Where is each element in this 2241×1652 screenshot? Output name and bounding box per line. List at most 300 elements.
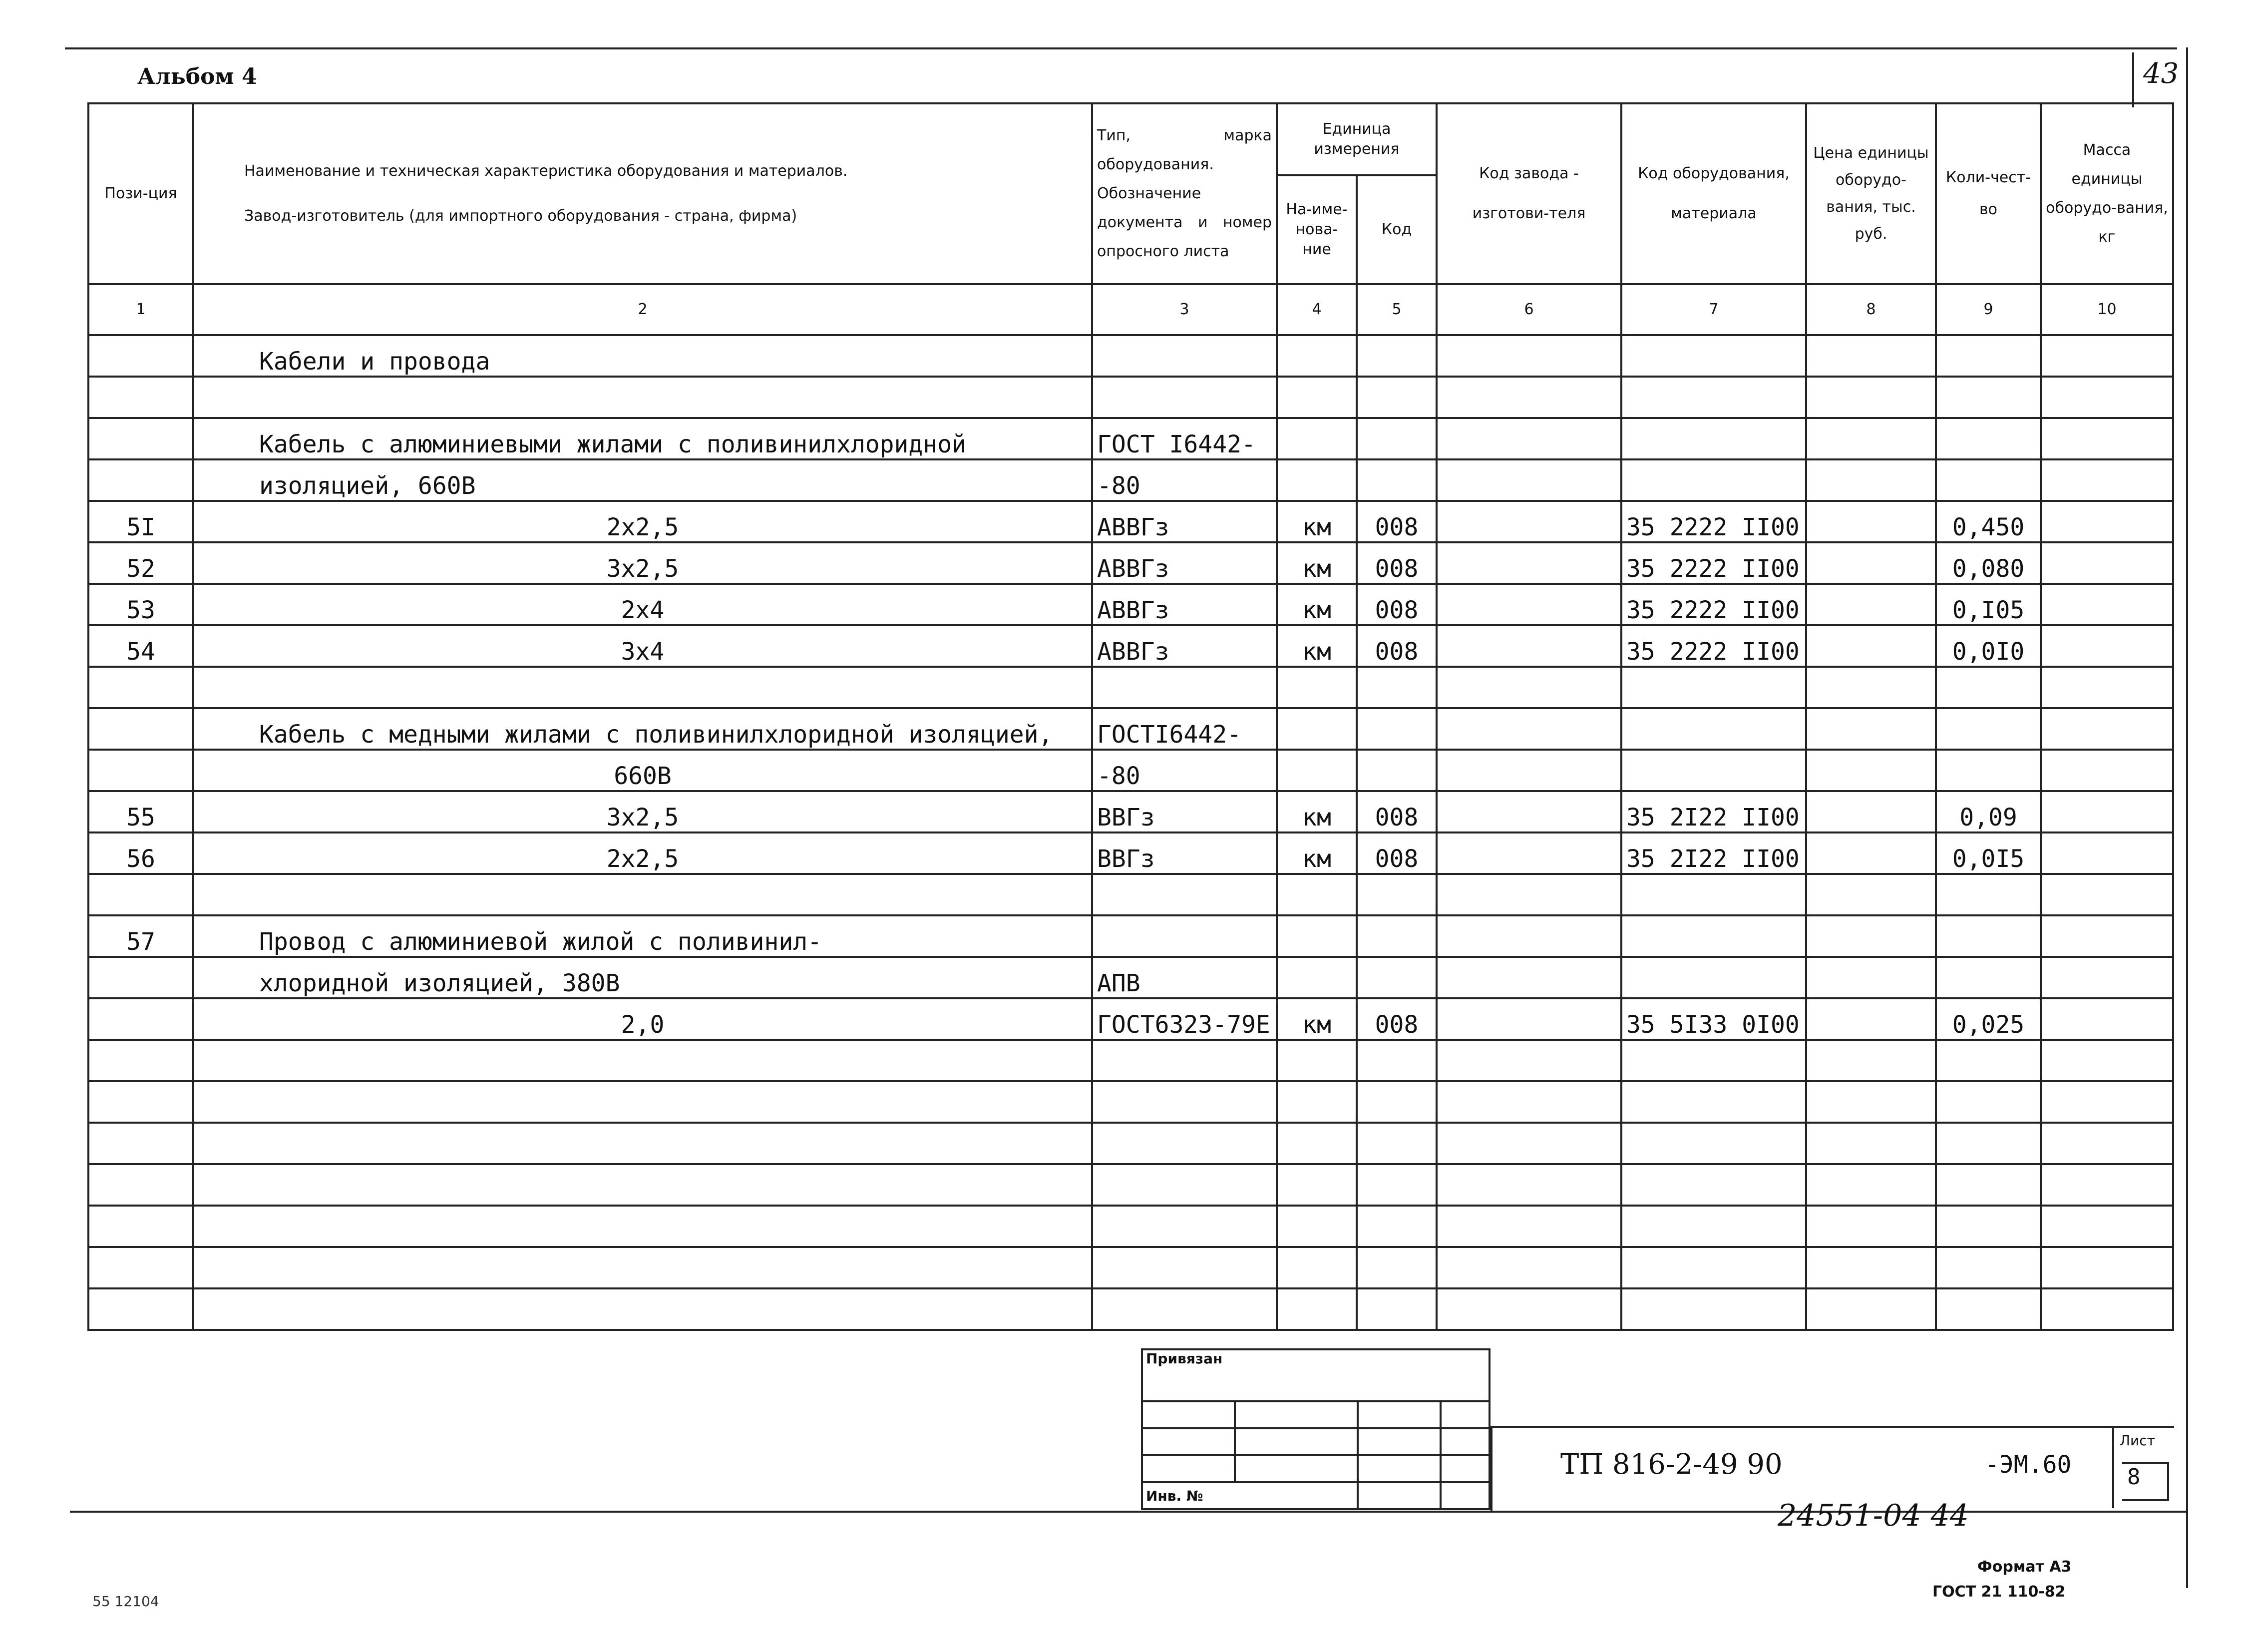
unit-name-cell bbox=[1277, 957, 1357, 998]
name-cell bbox=[193, 874, 1092, 915]
mass-cell bbox=[2041, 1288, 2173, 1330]
table-row bbox=[88, 750, 2173, 791]
position-cell bbox=[88, 1081, 193, 1123]
mass-cell bbox=[2041, 542, 2173, 584]
position-cell bbox=[88, 708, 193, 750]
price-cell bbox=[1806, 791, 1936, 832]
type-cell: -80 bbox=[1092, 459, 1277, 501]
type-cell bbox=[1092, 1123, 1277, 1164]
bottom-left-mark: 55 12104 bbox=[92, 1593, 159, 1610]
type-cell bbox=[1092, 1081, 1277, 1123]
quantity-cell: 0,080 bbox=[1936, 542, 2041, 584]
price-cell bbox=[1806, 1040, 1936, 1081]
mass-cell bbox=[2041, 584, 2173, 625]
factory-code-cell bbox=[1437, 915, 1621, 957]
header-factory-code: Код завода - изготови-теля bbox=[1437, 103, 1621, 284]
table-row bbox=[88, 1040, 2173, 1081]
album-label: Альбом 4 bbox=[137, 64, 257, 89]
name-cell: изоляцией, 660В bbox=[193, 459, 1092, 501]
unit-code-cell bbox=[1357, 1123, 1437, 1164]
factory-code-cell bbox=[1437, 1081, 1621, 1123]
mass-cell bbox=[2041, 377, 2173, 418]
type-cell bbox=[1092, 1247, 1277, 1288]
position-cell bbox=[88, 1123, 193, 1164]
column-number: 8 bbox=[1806, 284, 1936, 335]
type-cell: АВВГз bbox=[1092, 501, 1277, 542]
column-number: 4 bbox=[1277, 284, 1357, 335]
price-cell bbox=[1806, 1206, 1936, 1247]
equipment-code-cell bbox=[1621, 335, 1806, 377]
unit-code-cell bbox=[1357, 667, 1437, 708]
unit-name-cell bbox=[1277, 708, 1357, 750]
table-row bbox=[88, 998, 2173, 1040]
price-cell bbox=[1806, 708, 1936, 750]
price-cell bbox=[1806, 667, 1936, 708]
unit-name-cell: км bbox=[1277, 791, 1357, 832]
unit-code-cell bbox=[1357, 1206, 1437, 1247]
equipment-code-cell bbox=[1621, 377, 1806, 418]
quantity-cell bbox=[1936, 1247, 2041, 1288]
equipment-code-cell bbox=[1621, 750, 1806, 791]
equipment-code-cell bbox=[1621, 915, 1806, 957]
price-cell bbox=[1806, 1247, 1936, 1288]
price-cell bbox=[1806, 1123, 1936, 1164]
position-cell: 53 bbox=[88, 584, 193, 625]
type-cell: -80 bbox=[1092, 750, 1277, 791]
equipment-code-cell bbox=[1621, 957, 1806, 998]
document-code: ТП 816-2-49 90 bbox=[1560, 1448, 1783, 1481]
unit-code-cell bbox=[1357, 1247, 1437, 1288]
position-cell bbox=[88, 1164, 193, 1206]
table-row bbox=[88, 915, 2173, 957]
price-cell bbox=[1806, 542, 1936, 584]
mass-cell bbox=[2041, 1247, 2173, 1288]
equipment-code-cell bbox=[1621, 1247, 1806, 1288]
position-cell bbox=[88, 335, 193, 377]
price-cell bbox=[1806, 335, 1936, 377]
mass-cell bbox=[2041, 418, 2173, 459]
header-name-line2: Завод-изготовитель (для импортного оборудования - страна, фирма) bbox=[244, 207, 797, 225]
price-cell bbox=[1806, 625, 1936, 667]
type-cell: ВВГз bbox=[1092, 832, 1277, 874]
position-cell: 57 bbox=[88, 915, 193, 957]
equipment-code-cell bbox=[1621, 1081, 1806, 1123]
mass-cell bbox=[2041, 750, 2173, 791]
mass-cell bbox=[2041, 874, 2173, 915]
type-cell: ГОСТI6442- bbox=[1092, 708, 1277, 750]
type-cell: АПВ bbox=[1092, 957, 1277, 998]
mass-cell bbox=[2041, 1164, 2173, 1206]
equipment-code-cell bbox=[1621, 1288, 1806, 1330]
quantity-cell bbox=[1936, 957, 2041, 998]
mass-cell bbox=[2041, 1206, 2173, 1247]
factory-code-cell bbox=[1437, 750, 1621, 791]
mass-cell bbox=[2041, 625, 2173, 667]
column-number: 1 bbox=[88, 284, 193, 335]
type-cell: АВВГз bbox=[1092, 584, 1277, 625]
column-number: 2 bbox=[193, 284, 1092, 335]
factory-code-cell bbox=[1437, 1206, 1621, 1247]
equipment-code-cell bbox=[1621, 1123, 1806, 1164]
unit-code-cell bbox=[1357, 915, 1437, 957]
quantity-cell bbox=[1936, 459, 2041, 501]
factory-code-cell bbox=[1437, 998, 1621, 1040]
quantity-cell bbox=[1936, 1081, 2041, 1123]
unit-name-cell bbox=[1277, 459, 1357, 501]
factory-code-cell bbox=[1437, 1040, 1621, 1081]
factory-code-cell bbox=[1437, 667, 1621, 708]
factory-code-cell bbox=[1437, 1288, 1621, 1330]
unit-name-cell: км bbox=[1277, 501, 1357, 542]
mass-cell bbox=[2041, 832, 2173, 874]
frame-right-line bbox=[2186, 47, 2188, 1588]
unit-code-cell: 008 bbox=[1357, 998, 1437, 1040]
name-cell: 3х4 bbox=[193, 625, 1092, 667]
price-cell bbox=[1806, 1288, 1936, 1330]
equipment-code-cell: 35 2222 II00 bbox=[1621, 542, 1806, 584]
equipment-code-cell bbox=[1621, 874, 1806, 915]
header-unit-name: На-име-нова-ние bbox=[1277, 175, 1357, 284]
factory-code-cell bbox=[1437, 335, 1621, 377]
approval-stamp bbox=[1141, 1348, 1491, 1511]
type-cell bbox=[1092, 335, 1277, 377]
handwritten-number: 24551-04 44 bbox=[1778, 1498, 1969, 1533]
name-cell: 3х2,5 bbox=[193, 791, 1092, 832]
name-cell bbox=[193, 1288, 1092, 1330]
name-cell: Кабели и провода bbox=[193, 335, 1092, 377]
price-cell bbox=[1806, 915, 1936, 957]
unit-name-cell bbox=[1277, 1247, 1357, 1288]
equipment-code-cell bbox=[1621, 1040, 1806, 1081]
quantity-cell bbox=[1936, 418, 2041, 459]
unit-code-cell bbox=[1357, 708, 1437, 750]
sheet-label: Лист bbox=[2120, 1432, 2155, 1449]
price-cell bbox=[1806, 377, 1936, 418]
mass-cell bbox=[2041, 667, 2173, 708]
unit-code-cell: 008 bbox=[1357, 584, 1437, 625]
header-position: Пози-ция bbox=[88, 103, 193, 284]
table-row bbox=[88, 584, 2173, 625]
type-cell: ГОСТ6323-79Е bbox=[1092, 998, 1277, 1040]
type-cell bbox=[1092, 1206, 1277, 1247]
stamp-attached-label: Привязан bbox=[1142, 1349, 1490, 1401]
header-name bbox=[193, 103, 1092, 284]
unit-name-cell: км bbox=[1277, 584, 1357, 625]
equipment-code-cell bbox=[1621, 708, 1806, 750]
factory-code-cell bbox=[1437, 1164, 1621, 1206]
unit-code-cell bbox=[1357, 1081, 1437, 1123]
header-unit-group: Единица измерения bbox=[1277, 103, 1437, 175]
page-corner bbox=[2132, 52, 2188, 107]
unit-code-cell: 008 bbox=[1357, 542, 1437, 584]
factory-code-cell bbox=[1437, 832, 1621, 874]
name-cell: 2,0 bbox=[193, 998, 1092, 1040]
table-row bbox=[88, 377, 2173, 418]
header-mass: Масса единицы оборудо-вания, кг bbox=[2041, 103, 2173, 284]
gost-label: ГОСТ 21 110-82 bbox=[1932, 1583, 2066, 1601]
stamp-inventory-label: Инв. № bbox=[1142, 1482, 1358, 1509]
type-cell bbox=[1092, 915, 1277, 957]
table-row bbox=[88, 667, 2173, 708]
unit-name-cell bbox=[1277, 1081, 1357, 1123]
factory-code-cell bbox=[1437, 418, 1621, 459]
position-cell: 56 bbox=[88, 832, 193, 874]
price-cell bbox=[1806, 501, 1936, 542]
table-row bbox=[88, 335, 2173, 377]
factory-code-cell bbox=[1437, 459, 1621, 501]
table-row bbox=[88, 874, 2173, 915]
factory-code-cell bbox=[1437, 1247, 1621, 1288]
quantity-cell bbox=[1936, 377, 2041, 418]
quantity-cell bbox=[1936, 915, 2041, 957]
quantity-cell bbox=[1936, 750, 2041, 791]
equipment-code-cell: 35 2I22 II00 bbox=[1621, 791, 1806, 832]
equipment-code-cell: 35 2222 II00 bbox=[1621, 501, 1806, 542]
quantity-cell bbox=[1936, 1123, 2041, 1164]
factory-code-cell bbox=[1437, 584, 1621, 625]
position-cell: 52 bbox=[88, 542, 193, 584]
position-cell: 55 bbox=[88, 791, 193, 832]
mass-cell bbox=[2041, 998, 2173, 1040]
position-cell bbox=[88, 957, 193, 998]
table-row bbox=[88, 1123, 2173, 1164]
mass-cell bbox=[2041, 957, 2173, 998]
name-cell: 3х2,5 bbox=[193, 542, 1092, 584]
unit-name-cell: км bbox=[1277, 832, 1357, 874]
name-cell: Кабель с алюминиевыми жилами с поливинилхлоридной bbox=[193, 418, 1092, 459]
quantity-cell: 0,0I5 bbox=[1936, 832, 2041, 874]
unit-code-cell: 008 bbox=[1357, 625, 1437, 667]
unit-name-cell bbox=[1277, 1164, 1357, 1206]
sheet-code: -ЭМ.60 bbox=[1985, 1451, 2072, 1479]
position-cell bbox=[88, 667, 193, 708]
quantity-cell bbox=[1936, 667, 2041, 708]
table-row bbox=[88, 1206, 2173, 1247]
type-cell: ВВГз bbox=[1092, 791, 1277, 832]
table-row bbox=[88, 957, 2173, 998]
equipment-code-cell bbox=[1621, 1164, 1806, 1206]
table-row bbox=[88, 791, 2173, 832]
name-cell: 2х4 bbox=[193, 584, 1092, 625]
unit-name-cell bbox=[1277, 1206, 1357, 1247]
unit-name-cell: км bbox=[1277, 998, 1357, 1040]
name-cell bbox=[193, 667, 1092, 708]
price-cell bbox=[1806, 1081, 1936, 1123]
header-unit-code: Код bbox=[1357, 175, 1437, 284]
header-name-line1: Наименование и техническая характеристика оборудования и материалов. bbox=[244, 162, 848, 180]
unit-name-cell bbox=[1277, 418, 1357, 459]
quantity-cell bbox=[1936, 708, 2041, 750]
sheet-number: 8 bbox=[2122, 1462, 2169, 1501]
table-row bbox=[88, 459, 2173, 501]
factory-code-cell bbox=[1437, 708, 1621, 750]
header-price: Цена единицы оборудо-вания, тыс. руб. bbox=[1806, 103, 1936, 284]
header-quantity: Коли-чест-во bbox=[1936, 103, 2041, 284]
name-cell bbox=[193, 1081, 1092, 1123]
unit-name-cell bbox=[1277, 1288, 1357, 1330]
price-cell bbox=[1806, 874, 1936, 915]
price-cell bbox=[1806, 957, 1936, 998]
name-cell: 2х2,5 bbox=[193, 501, 1092, 542]
unit-name-cell bbox=[1277, 667, 1357, 708]
unit-code-cell bbox=[1357, 1164, 1437, 1206]
position-cell bbox=[88, 874, 193, 915]
type-cell bbox=[1092, 1288, 1277, 1330]
name-cell bbox=[193, 1206, 1092, 1247]
position-cell bbox=[88, 1206, 193, 1247]
factory-code-cell bbox=[1437, 1123, 1621, 1164]
quantity-cell: 0,025 bbox=[1936, 998, 2041, 1040]
quantity-cell: 0,09 bbox=[1936, 791, 2041, 832]
unit-code-cell bbox=[1357, 418, 1437, 459]
mass-cell bbox=[2041, 1081, 2173, 1123]
quantity-cell bbox=[1936, 1288, 2041, 1330]
column-number: 5 bbox=[1357, 284, 1437, 335]
unit-code-cell bbox=[1357, 750, 1437, 791]
unit-code-cell: 008 bbox=[1357, 501, 1437, 542]
position-cell bbox=[88, 1288, 193, 1330]
position-cell bbox=[88, 377, 193, 418]
name-cell bbox=[193, 377, 1092, 418]
unit-code-cell: 008 bbox=[1357, 791, 1437, 832]
price-cell bbox=[1806, 584, 1936, 625]
position-cell: 5I bbox=[88, 501, 193, 542]
unit-code-cell bbox=[1357, 1040, 1437, 1081]
name-cell bbox=[193, 1040, 1092, 1081]
unit-code-cell bbox=[1357, 874, 1437, 915]
equipment-code-cell: 35 5I33 0I00 bbox=[1621, 998, 1806, 1040]
position-cell bbox=[88, 459, 193, 501]
mass-cell bbox=[2041, 501, 2173, 542]
table-row bbox=[88, 1247, 2173, 1288]
quantity-cell: 0,450 bbox=[1936, 501, 2041, 542]
mass-cell bbox=[2041, 791, 2173, 832]
unit-code-cell bbox=[1357, 957, 1437, 998]
price-cell bbox=[1806, 1164, 1936, 1206]
type-cell bbox=[1092, 377, 1277, 418]
quantity-cell bbox=[1936, 335, 2041, 377]
name-cell bbox=[193, 1123, 1092, 1164]
frame-top-line bbox=[65, 47, 2177, 49]
unit-code-cell bbox=[1357, 377, 1437, 418]
quantity-cell bbox=[1936, 1040, 2041, 1081]
position-cell: 54 bbox=[88, 625, 193, 667]
type-cell bbox=[1092, 1040, 1277, 1081]
name-cell: хлоридной изоляцией, 380В bbox=[193, 957, 1092, 998]
table-row bbox=[88, 832, 2173, 874]
page-corner-number: 43 bbox=[2143, 57, 2179, 90]
column-number: 6 bbox=[1437, 284, 1621, 335]
type-cell: АВВГз bbox=[1092, 625, 1277, 667]
table-row bbox=[88, 1288, 2173, 1330]
name-cell: 2х2,5 bbox=[193, 832, 1092, 874]
name-cell: Провод с алюминиевой жилой с поливинил- bbox=[193, 915, 1092, 957]
mass-cell bbox=[2041, 1123, 2173, 1164]
price-cell bbox=[1806, 459, 1936, 501]
unit-name-cell: км bbox=[1277, 625, 1357, 667]
equipment-code-cell: 35 2222 II00 bbox=[1621, 584, 1806, 625]
name-cell bbox=[193, 1247, 1092, 1288]
price-cell bbox=[1806, 832, 1936, 874]
unit-code-cell: 008 bbox=[1357, 832, 1437, 874]
equipment-code-cell bbox=[1621, 1206, 1806, 1247]
unit-name-cell bbox=[1277, 335, 1357, 377]
table-row bbox=[88, 625, 2173, 667]
unit-code-cell bbox=[1357, 335, 1437, 377]
unit-name-cell bbox=[1277, 1040, 1357, 1081]
position-cell bbox=[88, 1247, 193, 1288]
name-cell bbox=[193, 1164, 1092, 1206]
unit-name-cell bbox=[1277, 750, 1357, 791]
unit-name-cell bbox=[1277, 874, 1357, 915]
quantity-cell bbox=[1936, 1206, 2041, 1247]
factory-code-cell bbox=[1437, 501, 1621, 542]
column-number: 10 bbox=[2041, 284, 2173, 335]
header-type: Тип, марка оборудования. Обозначение документа и номер опросного листа bbox=[1092, 103, 1277, 284]
factory-code-cell bbox=[1437, 874, 1621, 915]
price-cell bbox=[1806, 998, 1936, 1040]
quantity-cell bbox=[1936, 874, 2041, 915]
table-row bbox=[88, 542, 2173, 584]
unit-name-cell bbox=[1277, 1123, 1357, 1164]
factory-code-cell bbox=[1437, 625, 1621, 667]
name-cell: Кабель с медными жилами с поливинилхлоридной изоляцией, bbox=[193, 708, 1092, 750]
table-row bbox=[88, 1081, 2173, 1123]
name-cell: 660В bbox=[193, 750, 1092, 791]
unit-code-cell bbox=[1357, 459, 1437, 501]
mass-cell bbox=[2041, 335, 2173, 377]
mass-cell bbox=[2041, 459, 2173, 501]
equipment-code-cell: 35 2I22 II00 bbox=[1621, 832, 1806, 874]
column-number: 7 bbox=[1621, 284, 1806, 335]
position-cell bbox=[88, 418, 193, 459]
equipment-code-cell bbox=[1621, 459, 1806, 501]
table-row bbox=[88, 418, 2173, 459]
table-row bbox=[88, 708, 2173, 750]
table-row bbox=[88, 1164, 2173, 1206]
column-number: 3 bbox=[1092, 284, 1277, 335]
header-equipment-code: Код оборудования, материала bbox=[1621, 103, 1806, 284]
column-number: 9 bbox=[1936, 284, 2041, 335]
format-label: Формат А3 bbox=[1977, 1558, 2072, 1576]
quantity-cell bbox=[1936, 1164, 2041, 1206]
position-cell bbox=[88, 1040, 193, 1081]
mass-cell bbox=[2041, 1040, 2173, 1081]
position-cell bbox=[88, 750, 193, 791]
unit-name-cell: км bbox=[1277, 542, 1357, 584]
table-row bbox=[88, 501, 2173, 542]
factory-code-cell bbox=[1437, 542, 1621, 584]
factory-code-cell bbox=[1437, 791, 1621, 832]
type-cell bbox=[1092, 667, 1277, 708]
unit-code-cell bbox=[1357, 1288, 1437, 1330]
type-cell bbox=[1092, 1164, 1277, 1206]
unit-name-cell bbox=[1277, 377, 1357, 418]
unit-name-cell bbox=[1277, 915, 1357, 957]
specification-table bbox=[87, 102, 2174, 1331]
factory-code-cell bbox=[1437, 957, 1621, 998]
type-cell: АВВГз bbox=[1092, 542, 1277, 584]
mass-cell bbox=[2041, 915, 2173, 957]
equipment-code-cell: 35 2222 II00 bbox=[1621, 625, 1806, 667]
mass-cell bbox=[2041, 708, 2173, 750]
equipment-code-cell bbox=[1621, 418, 1806, 459]
quantity-cell: 0,I05 bbox=[1936, 584, 2041, 625]
equipment-code-cell bbox=[1621, 667, 1806, 708]
type-cell: ГОСТ I6442- bbox=[1092, 418, 1277, 459]
quantity-cell: 0,0I0 bbox=[1936, 625, 2041, 667]
price-cell bbox=[1806, 750, 1936, 791]
